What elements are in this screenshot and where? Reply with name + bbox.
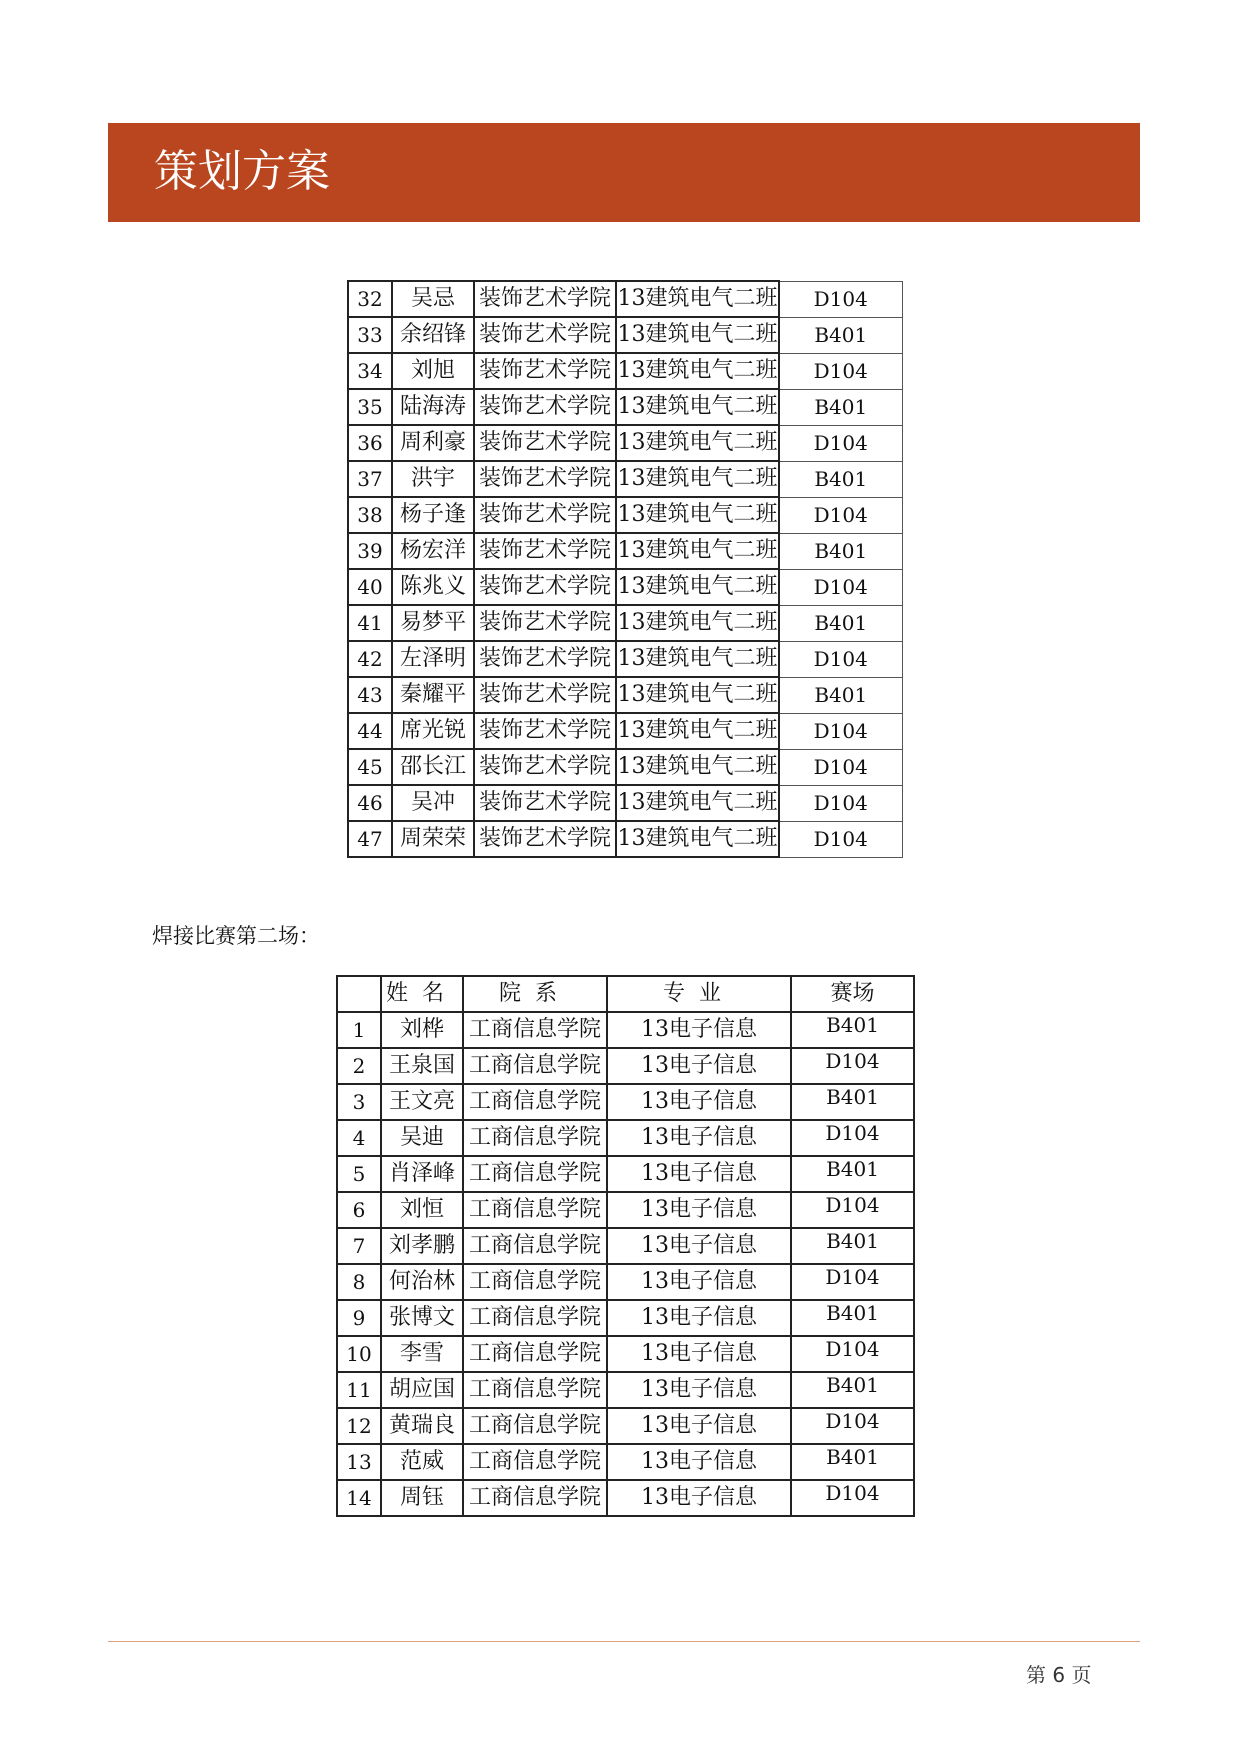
cell-room: B401 — [779, 605, 902, 641]
cell-name: 席光锐 — [392, 713, 474, 749]
cell-room: D104 — [779, 821, 902, 857]
cell-major: 13电子信息 — [607, 1480, 791, 1516]
cell-no: 11 — [337, 1372, 381, 1408]
cell-college: 工商信息学院 — [463, 1336, 607, 1372]
page-number: 第 6 页 — [1026, 1663, 1092, 1687]
table-row — [348, 353, 902, 389]
page-title: 策划方案 — [154, 146, 330, 197]
cell-name: 范威 — [381, 1444, 463, 1480]
table-row — [348, 389, 902, 425]
cell-room: D104 — [779, 785, 902, 821]
cell-class: 13建筑电气二班 — [616, 389, 779, 425]
cell-name: 秦耀平 — [392, 677, 474, 713]
cell-no: 10 — [337, 1336, 381, 1372]
cell-no: 43 — [348, 677, 392, 713]
cell-room: D104 — [779, 281, 902, 317]
cell-name: 王泉国 — [381, 1048, 463, 1084]
cell-room: B401 — [791, 1228, 914, 1264]
cell-name: 易梦平 — [392, 605, 474, 641]
table-row — [348, 821, 902, 857]
table-row — [348, 497, 902, 533]
table-row — [337, 1192, 914, 1228]
cell-name: 胡应国 — [381, 1372, 463, 1408]
cell-no: 5 — [337, 1156, 381, 1192]
cell-room: B401 — [791, 1300, 914, 1336]
footer-divider — [108, 1641, 1140, 1642]
table-row — [348, 713, 902, 749]
cell-major: 13电子信息 — [607, 1336, 791, 1372]
cell-college: 装饰艺术学院 — [474, 461, 616, 497]
cell-no: 2 — [337, 1048, 381, 1084]
cell-name: 刘桦 — [381, 1012, 463, 1048]
cell-name: 陈兆义 — [392, 569, 474, 605]
participants-table-2 — [336, 975, 915, 1517]
cell-class: 13建筑电气二班 — [616, 281, 779, 317]
cell-college: 装饰艺术学院 — [474, 389, 616, 425]
table-row — [348, 785, 902, 821]
table-row — [348, 317, 902, 353]
cell-room: B401 — [779, 677, 902, 713]
cell-name: 邵长江 — [392, 749, 474, 785]
cell-name: 吴冲 — [392, 785, 474, 821]
cell-name: 何治林 — [381, 1264, 463, 1300]
cell-room: B401 — [791, 1156, 914, 1192]
cell-name: 吴忌 — [392, 281, 474, 317]
cell-no: 35 — [348, 389, 392, 425]
cell-major: 13电子信息 — [607, 1012, 791, 1048]
cell-class: 13建筑电气二班 — [616, 713, 779, 749]
cell-college: 装饰艺术学院 — [474, 425, 616, 461]
cell-room: D104 — [791, 1480, 914, 1516]
cell-no: 39 — [348, 533, 392, 569]
cell-name: 肖泽峰 — [381, 1156, 463, 1192]
cell-no: 45 — [348, 749, 392, 785]
cell-no: 6 — [337, 1192, 381, 1228]
cell-room: D104 — [779, 713, 902, 749]
cell-name: 周钰 — [381, 1480, 463, 1516]
cell-name: 余绍锋 — [392, 317, 474, 353]
cell-major: 13电子信息 — [607, 1192, 791, 1228]
cell-college: 装饰艺术学院 — [474, 677, 616, 713]
cell-name: 杨宏洋 — [392, 533, 474, 569]
cell-class: 13建筑电气二班 — [616, 317, 779, 353]
cell-name: 左泽明 — [392, 641, 474, 677]
cell-class: 13建筑电气二班 — [616, 497, 779, 533]
cell-room: D104 — [791, 1408, 914, 1444]
table-row — [348, 533, 902, 569]
cell-college: 工商信息学院 — [463, 1048, 607, 1084]
cell-major: 13电子信息 — [607, 1372, 791, 1408]
cell-name: 周荣荣 — [392, 821, 474, 857]
header-college: 院系 — [463, 976, 607, 1012]
cell-room: D104 — [779, 425, 902, 461]
cell-room: B401 — [791, 1444, 914, 1480]
cell-no: 32 — [348, 281, 392, 317]
cell-no: 3 — [337, 1084, 381, 1120]
table-2-header-row — [337, 976, 914, 1012]
cell-no: 38 — [348, 497, 392, 533]
table-row — [348, 641, 902, 677]
cell-major: 13电子信息 — [607, 1444, 791, 1480]
cell-name: 刘孝鹏 — [381, 1228, 463, 1264]
cell-major: 13电子信息 — [607, 1120, 791, 1156]
cell-no: 9 — [337, 1300, 381, 1336]
table-row — [348, 677, 902, 713]
cell-major: 13电子信息 — [607, 1084, 791, 1120]
cell-major: 13电子信息 — [607, 1408, 791, 1444]
cell-room: B401 — [779, 389, 902, 425]
cell-college: 装饰艺术学院 — [474, 785, 616, 821]
table-row — [337, 1228, 914, 1264]
cell-name: 刘旭 — [392, 353, 474, 389]
cell-major: 13电子信息 — [607, 1300, 791, 1336]
cell-room: D104 — [779, 497, 902, 533]
cell-college: 工商信息学院 — [463, 1120, 607, 1156]
cell-college: 工商信息学院 — [463, 1192, 607, 1228]
cell-college: 工商信息学院 — [463, 1264, 607, 1300]
table-row — [348, 749, 902, 785]
cell-class: 13建筑电气二班 — [616, 533, 779, 569]
cell-room: D104 — [791, 1120, 914, 1156]
cell-college: 工商信息学院 — [463, 1156, 607, 1192]
cell-name: 吴迪 — [381, 1120, 463, 1156]
cell-no: 41 — [348, 605, 392, 641]
table-2-body — [337, 1012, 914, 1516]
table-row — [337, 1336, 914, 1372]
cell-no: 44 — [348, 713, 392, 749]
cell-room: D104 — [779, 569, 902, 605]
cell-college: 装饰艺术学院 — [474, 533, 616, 569]
cell-no: 7 — [337, 1228, 381, 1264]
cell-class: 13建筑电气二班 — [616, 821, 779, 857]
cell-room: B401 — [779, 533, 902, 569]
cell-name: 张博文 — [381, 1300, 463, 1336]
table-row — [337, 1084, 914, 1120]
cell-name: 刘恒 — [381, 1192, 463, 1228]
cell-room: B401 — [779, 317, 902, 353]
participants-table-1 — [347, 280, 903, 858]
cell-class: 13建筑电气二班 — [616, 677, 779, 713]
cell-no: 36 — [348, 425, 392, 461]
cell-no: 42 — [348, 641, 392, 677]
cell-class: 13建筑电气二班 — [616, 425, 779, 461]
cell-class: 13建筑电气二班 — [616, 749, 779, 785]
cell-college: 装饰艺术学院 — [474, 281, 616, 317]
table-row — [337, 1156, 914, 1192]
cell-name: 洪宇 — [392, 461, 474, 497]
header-banner — [108, 123, 1140, 222]
cell-college: 工商信息学院 — [463, 1480, 607, 1516]
cell-room: D104 — [791, 1264, 914, 1300]
cell-college: 装饰艺术学院 — [474, 821, 616, 857]
cell-room: D104 — [791, 1336, 914, 1372]
section-heading: 焊接比赛第二场： — [152, 924, 320, 948]
header-no — [337, 976, 381, 1012]
header-name: 姓名 — [381, 976, 463, 1012]
cell-name: 王文亮 — [381, 1084, 463, 1120]
cell-college: 工商信息学院 — [463, 1444, 607, 1480]
table-row — [337, 1444, 914, 1480]
cell-no: 47 — [348, 821, 392, 857]
cell-no: 4 — [337, 1120, 381, 1156]
table-row — [348, 461, 902, 497]
cell-college: 装饰艺术学院 — [474, 317, 616, 353]
cell-no: 8 — [337, 1264, 381, 1300]
cell-room: D104 — [791, 1192, 914, 1228]
cell-college: 工商信息学院 — [463, 1228, 607, 1264]
cell-no: 37 — [348, 461, 392, 497]
cell-college: 装饰艺术学院 — [474, 353, 616, 389]
table-1-body — [348, 281, 902, 857]
cell-no: 40 — [348, 569, 392, 605]
cell-class: 13建筑电气二班 — [616, 461, 779, 497]
cell-room: B401 — [779, 461, 902, 497]
cell-name: 黄瑞良 — [381, 1408, 463, 1444]
table-row — [337, 1012, 914, 1048]
cell-no: 14 — [337, 1480, 381, 1516]
cell-class: 13建筑电气二班 — [616, 353, 779, 389]
cell-room: B401 — [791, 1084, 914, 1120]
header-room: 赛场 — [791, 976, 914, 1012]
table-row — [337, 1408, 914, 1444]
table-row — [337, 1264, 914, 1300]
cell-class: 13建筑电气二班 — [616, 641, 779, 677]
cell-college: 装饰艺术学院 — [474, 569, 616, 605]
cell-no: 13 — [337, 1444, 381, 1480]
cell-major: 13电子信息 — [607, 1048, 791, 1084]
cell-college: 工商信息学院 — [463, 1300, 607, 1336]
cell-college: 装饰艺术学院 — [474, 641, 616, 677]
cell-college: 工商信息学院 — [463, 1012, 607, 1048]
cell-major: 13电子信息 — [607, 1156, 791, 1192]
cell-class: 13建筑电气二班 — [616, 785, 779, 821]
cell-college: 装饰艺术学院 — [474, 713, 616, 749]
cell-college: 装饰艺术学院 — [474, 497, 616, 533]
cell-room: B401 — [791, 1012, 914, 1048]
cell-name: 李雪 — [381, 1336, 463, 1372]
cell-room: D104 — [779, 641, 902, 677]
cell-name: 周利豪 — [392, 425, 474, 461]
cell-room: D104 — [779, 353, 902, 389]
cell-college: 工商信息学院 — [463, 1084, 607, 1120]
table-row — [337, 1480, 914, 1516]
cell-no: 12 — [337, 1408, 381, 1444]
table-row — [348, 425, 902, 461]
table-row — [337, 1300, 914, 1336]
cell-major: 13电子信息 — [607, 1264, 791, 1300]
cell-college: 工商信息学院 — [463, 1372, 607, 1408]
table-row — [348, 605, 902, 641]
cell-major: 13电子信息 — [607, 1228, 791, 1264]
table-row — [348, 281, 902, 317]
table-row — [337, 1120, 914, 1156]
cell-class: 13建筑电气二班 — [616, 605, 779, 641]
table-row — [348, 569, 902, 605]
table-row — [337, 1372, 914, 1408]
cell-room: D104 — [779, 749, 902, 785]
cell-college: 装饰艺术学院 — [474, 605, 616, 641]
cell-no: 1 — [337, 1012, 381, 1048]
cell-no: 33 — [348, 317, 392, 353]
header-major: 专业 — [607, 976, 791, 1012]
cell-name: 陆海涛 — [392, 389, 474, 425]
cell-room: B401 — [791, 1372, 914, 1408]
table-row — [337, 1048, 914, 1084]
cell-no: 34 — [348, 353, 392, 389]
cell-class: 13建筑电气二班 — [616, 569, 779, 605]
cell-room: D104 — [791, 1048, 914, 1084]
cell-name: 杨子逢 — [392, 497, 474, 533]
cell-college: 工商信息学院 — [463, 1408, 607, 1444]
cell-college: 装饰艺术学院 — [474, 749, 616, 785]
cell-no: 46 — [348, 785, 392, 821]
